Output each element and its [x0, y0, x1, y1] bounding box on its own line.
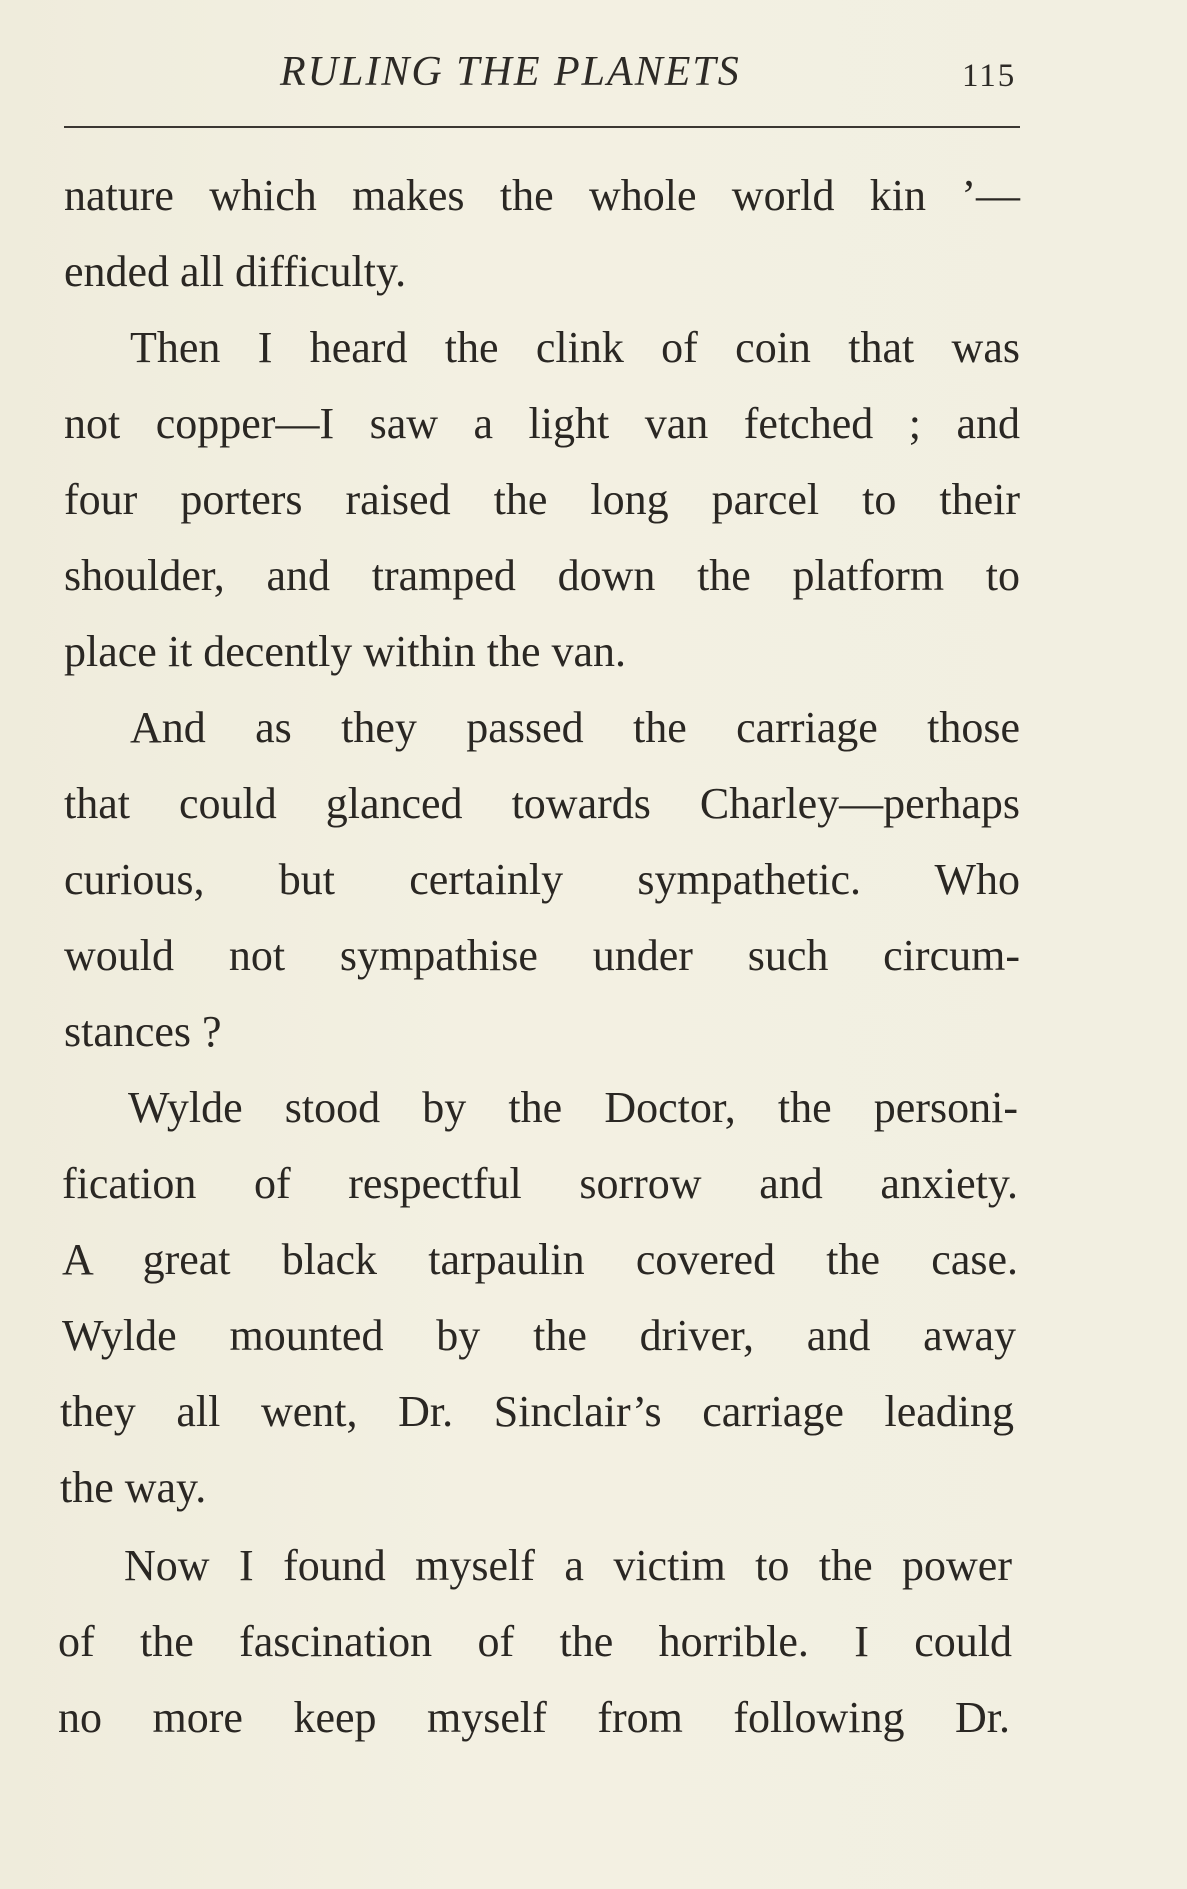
text-line: shoulder, and tramped down the platform to [64, 551, 1020, 600]
text-line: no more keep myself from following Dr. [58, 1693, 1010, 1742]
header-rule [64, 126, 1020, 128]
text-line: And as they passed the carriage those [130, 703, 1020, 752]
text-line: Wylde mounted by the driver, and away [62, 1311, 1016, 1360]
text-line: Now I found myself a victim to the power [124, 1541, 1012, 1590]
page-number: 115 [962, 58, 1017, 94]
text-line: stances ? [64, 1007, 222, 1056]
text-line: they all went, Dr. Sinclair’s carriage leading [60, 1387, 1014, 1436]
text-line: of the fascination of the horrible. I could [58, 1617, 1012, 1666]
text-line: the way. [60, 1463, 207, 1512]
text-line: Then I heard the clink of coin that was [130, 323, 1020, 372]
text-line: ended all difficulty. [64, 247, 407, 296]
text-line: Wylde stood by the Doctor, the personi- [128, 1083, 1018, 1132]
text-line: four porters raised the long parcel to their [64, 475, 1020, 524]
text-line: curious, but certainly sympathetic. Who [64, 855, 1020, 904]
text-line: that could glanced towards Charley—perhaps [64, 779, 1020, 828]
text-line: fication of respectful sorrow and anxiety. [62, 1159, 1018, 1208]
text-line: would not sympathise under such circum- [64, 931, 1020, 980]
running-head-title: RULING THE PLANETS [280, 49, 741, 95]
text-line: not copper—I saw a light van fetched ; and [64, 399, 1020, 448]
text-line: A great black tarpaulin covered the case. [62, 1235, 1018, 1284]
text-line: place it decently within the van. [64, 627, 627, 676]
text-line: nature which makes the whole world kin ’— [64, 171, 1020, 220]
